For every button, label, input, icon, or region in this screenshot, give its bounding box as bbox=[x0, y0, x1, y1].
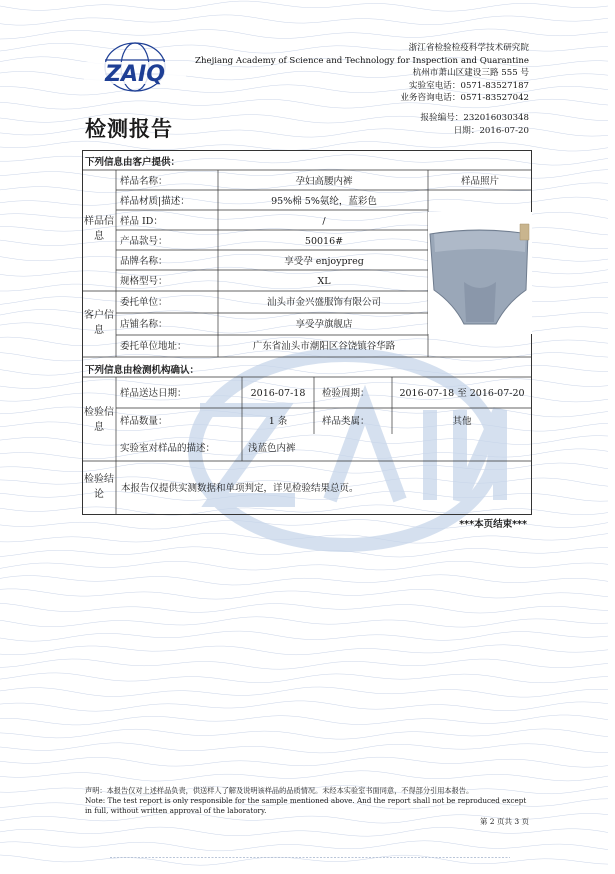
security-microtext-strip bbox=[110, 855, 510, 862]
client-unit-value: 汕头市金兴盛服饰有限公司 bbox=[266, 297, 381, 308]
conclusion-text: 本报告仅提供实测数据和单项判定，详见检验结果总页。 bbox=[121, 483, 359, 494]
page-number: 第 2 页共 3 页 bbox=[479, 817, 529, 826]
test-period-label: 检验周期： bbox=[322, 388, 370, 399]
sample-info-group-label: 样品信息 bbox=[84, 216, 114, 242]
zaiq-logo bbox=[80, 40, 190, 100]
lab-address: 杭州市萧山区建设三路 555 号 bbox=[412, 68, 529, 79]
client-address-value: 广东省汕头市潮阳区谷饶镇谷华路 bbox=[252, 341, 396, 352]
inspection-info-group-label: 检验信息 bbox=[84, 407, 114, 433]
report-number: 报验编号：232016030348 bbox=[420, 113, 529, 123]
sample-id-value: / bbox=[322, 216, 326, 227]
model-spec-value: XL bbox=[317, 276, 331, 287]
report-meta bbox=[420, 112, 529, 138]
product-style-label: 产品款号： bbox=[120, 236, 168, 247]
lab-description-value: 浅蓝色内裤 bbox=[248, 443, 296, 454]
sample-category-label: 样品类属： bbox=[322, 416, 370, 427]
sample-category-value: 其他 bbox=[452, 416, 472, 427]
receive-date-value: 2016-07-18 bbox=[250, 388, 306, 399]
lab-phone: 实验室电话：0571-83527187 bbox=[408, 80, 529, 91]
report-title: 检测报告 bbox=[85, 117, 173, 141]
sample-name-label: 样品名称： bbox=[120, 176, 168, 187]
customer-section-heading: 下列信息由客户提供： bbox=[85, 157, 181, 168]
test-period-value: 2016-07-18 至 2016-07-20 bbox=[399, 388, 525, 399]
shop-name-label: 店铺名称： bbox=[120, 319, 168, 330]
lab-name-cn: 浙江省检验检疫科学技术研究院 bbox=[408, 43, 529, 53]
statement-en: Note: The test report is only responsible for the sample mentioned above. And the report shall not be reproduced except in full, without written approval of the laboratory. bbox=[85, 796, 527, 815]
brand-name-value: 享受孕 enjoypreg bbox=[284, 256, 364, 267]
client-address-label: 委托单位地址： bbox=[120, 341, 187, 352]
shop-name-value: 享受孕旗舰店 bbox=[295, 319, 353, 330]
sample-quantity-label: 样品数量： bbox=[120, 416, 168, 427]
sample-photo bbox=[428, 212, 532, 334]
sample-name-value: 孕妇高腰内裤 bbox=[295, 176, 353, 187]
lab-info bbox=[195, 42, 529, 105]
brand-name-label: 品牌名称： bbox=[120, 256, 168, 267]
business-phone: 业务咨询电话：0571-83527042 bbox=[400, 93, 529, 104]
lab-description-label: 实验室对样品的描述： bbox=[120, 443, 216, 454]
model-spec-label: 规格型号： bbox=[120, 276, 168, 287]
lab-name-en: Zhejiang Academy of Science and Technology for Inspection and Quarantine bbox=[194, 55, 529, 66]
client-unit-label: 委托单位： bbox=[120, 297, 168, 308]
sample-id-label: 样品 ID： bbox=[120, 216, 163, 227]
footer-statement bbox=[85, 786, 535, 816]
conclusion-group-label: 检验结论 bbox=[84, 474, 114, 500]
page-end-note: ***本页结束*** bbox=[459, 519, 527, 530]
report-date: 日期：2016-07-20 bbox=[453, 126, 529, 136]
sample-photo-label: 样品照片 bbox=[460, 176, 499, 187]
receive-date-label: 样品送达日期： bbox=[120, 388, 187, 399]
sample-material-label: 样品材质|描述： bbox=[120, 196, 190, 207]
product-style-value: 50016# bbox=[304, 236, 344, 247]
sample-material-value: 95%棉 5%氨纶，蓝彩色 bbox=[271, 196, 377, 207]
statement-cn: 声明：本报告仅对上述样品负责，供送样人了解及说明该样品的品质情况。未经本实验室书面同意，不得部分引用本报告。 bbox=[85, 786, 474, 795]
client-info-group-label: 客户信息 bbox=[84, 310, 114, 336]
lab-section-heading: 下列信息由检测机构确认： bbox=[85, 365, 200, 376]
sample-quantity-value: 1 条 bbox=[268, 416, 288, 427]
logo-text: ZAIQ bbox=[105, 62, 165, 87]
